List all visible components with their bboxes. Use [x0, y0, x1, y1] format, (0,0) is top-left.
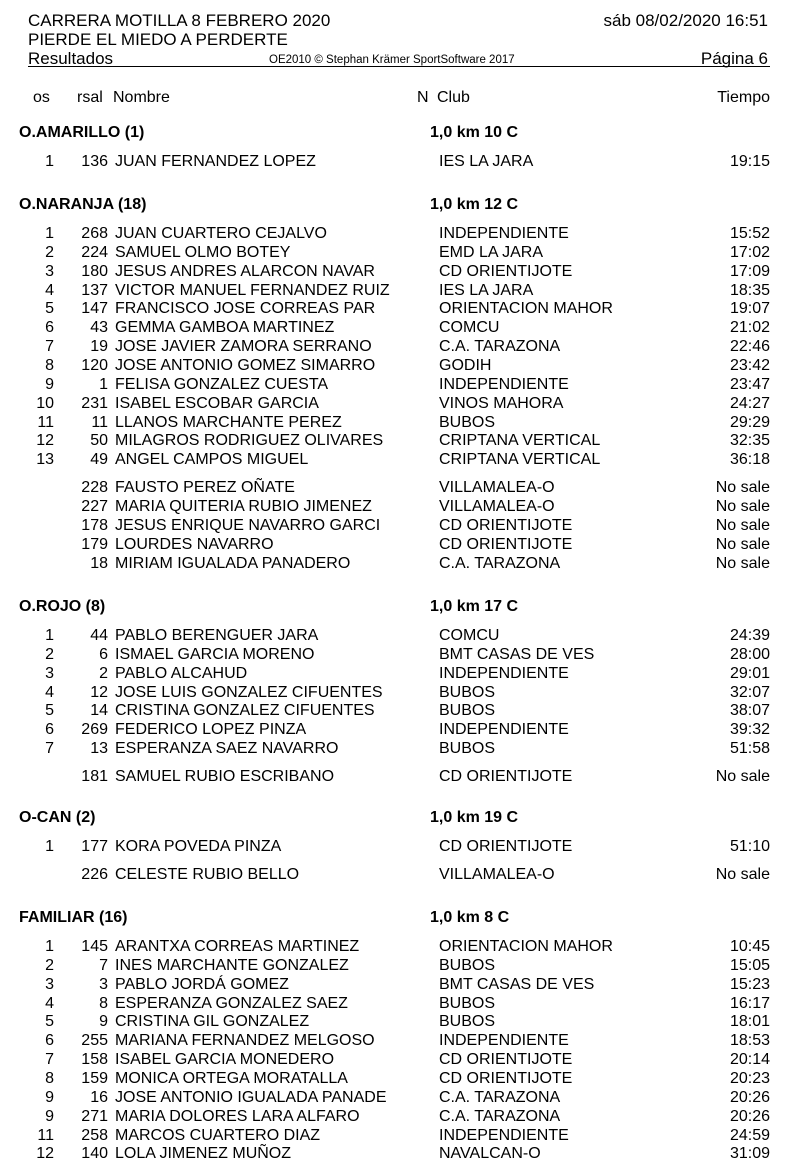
result-row: [0, 281, 800, 300]
section-title: Resultados: [28, 49, 114, 68]
result-time: 19:15: [729, 153, 770, 170]
category-course-info: 1,0 km 10 C: [430, 124, 519, 141]
runner-club: INDEPENDIENTE: [439, 375, 569, 393]
result-time: 15:05: [729, 956, 770, 974]
result-time: 20:26: [729, 1107, 770, 1125]
runner-club: COMCU: [439, 627, 500, 644]
result-time: 21:02: [729, 319, 770, 337]
result-time: 32:35: [729, 432, 770, 450]
column-header-n: N: [417, 89, 429, 106]
runner-club: INDEPENDIENTE: [439, 225, 569, 242]
result-dorsal: 177: [81, 838, 108, 855]
runner-name: PABLO BERENGUER JARA: [115, 627, 319, 644]
runner-club: CD ORIENTIJOTE: [439, 768, 573, 785]
result-dorsal: 178: [81, 516, 108, 534]
result-time: 16:17: [729, 994, 770, 1012]
category-name: O.AMARILLO (1): [19, 124, 145, 141]
result-dorsal: 13: [90, 740, 108, 758]
runner-club: CD ORIENTIJOTE: [439, 1051, 573, 1069]
runner-name: MILAGROS RODRIGUEZ OLIVARES: [115, 432, 384, 450]
runner-name: JESUS ANDRES ALARCON NAVAR: [115, 262, 375, 280]
runner-club: IES LA JARA: [439, 281, 534, 299]
runner-club: VINOS MAHORA: [439, 394, 564, 412]
runner-name: FEDERICO LOPEZ PINZA: [115, 721, 307, 739]
runner-name: SAMUEL RUBIO ESCRIBANO: [115, 768, 335, 785]
result-position: 1: [45, 938, 54, 955]
result-position: 9: [45, 375, 54, 393]
result-row: [0, 837, 800, 856]
result-dorsal: 179: [81, 535, 108, 553]
result-time: 38:07: [729, 702, 770, 720]
result-row: [0, 739, 800, 758]
result-row: [0, 645, 800, 664]
result-position: 13: [36, 451, 54, 469]
runner-club: C.A. TARAZONA: [439, 1107, 561, 1125]
result-position: 3: [45, 664, 54, 682]
runner-name: CRISTINA GIL GONZALEZ: [115, 1013, 310, 1031]
result-row: [0, 683, 800, 702]
event-title: CARRERA MOTILLA 8 FEBRERO 2020: [28, 11, 331, 30]
result-time: 17:09: [729, 262, 770, 280]
result-time: No sale: [715, 516, 770, 534]
result-time: 20:14: [729, 1051, 770, 1069]
runner-club: IES LA JARA: [439, 153, 534, 170]
runner-name: PABLO JORDÁ GOMEZ: [115, 975, 289, 993]
result-row: [0, 224, 800, 243]
result-position: 8: [45, 357, 54, 374]
result-time: 23:47: [729, 375, 770, 393]
runner-name: MARIANA FERNANDEZ MELGOSO: [115, 1032, 375, 1050]
result-time: 51:10: [729, 838, 770, 855]
runner-club: CRIPTANA VERTICAL: [439, 432, 601, 450]
result-row: [0, 478, 800, 497]
result-time: No sale: [715, 768, 770, 785]
result-position: 2: [45, 645, 54, 663]
result-position: 7: [45, 1051, 54, 1069]
result-row: [0, 994, 800, 1013]
result-position: 7: [45, 338, 54, 356]
result-time: 28:00: [729, 645, 770, 663]
result-position: 9: [45, 1088, 54, 1106]
result-row: [0, 626, 800, 645]
result-position: 6: [45, 1032, 54, 1050]
runner-club: ORIENTACION MAHOR: [439, 300, 613, 318]
result-row: [0, 431, 800, 450]
result-row: [0, 1050, 800, 1069]
runner-club: BUBOS: [439, 413, 496, 431]
result-row: [0, 450, 800, 469]
result-row: [0, 1126, 800, 1145]
runner-name: LOLA JIMENEZ MUÑOZ: [115, 1145, 292, 1163]
runner-name: ARANTXA CORREAS MARTINEZ: [115, 938, 360, 955]
result-dorsal: 224: [81, 243, 108, 261]
runner-club: VILLAMALEA-O: [439, 865, 555, 883]
result-position: 4: [45, 683, 54, 701]
result-time: 18:53: [729, 1032, 770, 1050]
result-dorsal: 11: [91, 413, 108, 431]
result-dorsal: 136: [81, 153, 108, 170]
result-dorsal: 50: [90, 432, 108, 450]
runner-club: CD ORIENTIJOTE: [439, 1069, 573, 1087]
software-credit: OE2010 © Stephan Krämer SportSoftware 2017: [269, 54, 515, 66]
result-time: 17:02: [729, 243, 770, 261]
result-row: [0, 767, 800, 786]
result-dorsal: 181: [81, 768, 108, 785]
runner-name: VICTOR MANUEL FERNANDEZ RUIZ: [115, 281, 390, 299]
result-dorsal: 258: [81, 1126, 108, 1144]
result-time: 36:18: [729, 451, 770, 469]
result-dorsal: 120: [81, 357, 108, 374]
result-position: 4: [45, 281, 54, 299]
category-name: O.NARANJA (18): [19, 196, 147, 213]
runner-name: MONICA ORTEGA MORATALLA: [115, 1069, 348, 1087]
runner-club: NAVALCAN-O: [439, 1145, 541, 1163]
result-dorsal: 159: [81, 1069, 108, 1087]
result-time: 29:29: [729, 413, 770, 431]
result-dorsal: 137: [81, 281, 108, 299]
page-header: [28, 10, 770, 67]
category-heading: [0, 908, 800, 928]
category-name: FAMILIAR (16): [19, 909, 128, 926]
result-dorsal: 180: [81, 262, 108, 280]
runner-name: FRANCISCO JOSE CORREAS PAR: [115, 300, 376, 318]
result-time: No sale: [715, 535, 770, 553]
result-dorsal: 7: [99, 956, 108, 974]
runner-club: CD ORIENTIJOTE: [439, 535, 573, 553]
runner-club: BUBOS: [439, 994, 496, 1012]
result-dorsal: 43: [90, 319, 108, 337]
runner-name: ISABEL ESCOBAR GARCIA: [115, 394, 319, 412]
runner-club: C.A. TARAZONA: [439, 554, 561, 572]
runner-name: JESUS ENRIQUE NAVARRO GARCI: [115, 516, 381, 534]
result-time: 22:46: [729, 338, 770, 356]
result-row: [0, 865, 800, 884]
runner-name: FAUSTO PEREZ OÑATE: [115, 479, 295, 497]
result-dorsal: 2: [99, 664, 108, 682]
runner-club: BUBOS: [439, 1013, 496, 1031]
result-dorsal: 18: [90, 554, 108, 572]
result-dorsal: 44: [90, 627, 108, 644]
runner-name: JOSE JAVIER ZAMORA SERRANO: [115, 338, 372, 356]
runner-name: ANGEL CAMPOS MIGUEL: [115, 451, 309, 469]
result-time: 15:52: [729, 225, 770, 242]
column-headers: [0, 88, 800, 108]
category-course-info: 1,0 km 8 C: [430, 909, 510, 926]
result-dorsal: 231: [81, 394, 108, 412]
result-time: 31:09: [729, 1145, 770, 1163]
result-time: 51:58: [729, 740, 770, 758]
runner-club: CD ORIENTIJOTE: [439, 838, 573, 855]
result-dorsal: 6: [99, 645, 108, 663]
runner-club: INDEPENDIENTE: [439, 1126, 569, 1144]
result-dorsal: 268: [81, 225, 108, 242]
result-dorsal: 228: [81, 479, 108, 497]
result-time: 29:01: [729, 664, 770, 682]
result-row: [0, 299, 800, 318]
runner-club: BUBOS: [439, 702, 496, 720]
result-dorsal: 49: [90, 451, 108, 469]
category-heading: [0, 808, 800, 828]
column-header-name: Nombre: [113, 89, 170, 106]
event-subtitle: PIERDE EL MIEDO A PERDERTE: [28, 30, 288, 49]
result-row: [0, 516, 800, 535]
runner-name: CRISTINA GONZALEZ CIFUENTES: [115, 702, 375, 720]
runner-club: BUBOS: [439, 740, 496, 758]
result-position: 5: [45, 702, 54, 720]
result-time: 24:59: [729, 1126, 770, 1144]
runner-name: ESPERANZA SAEZ NAVARRO: [115, 740, 339, 758]
runner-club: BMT CASAS DE VES: [439, 975, 595, 993]
runner-name: ISMAEL GARCIA MORENO: [115, 645, 315, 663]
result-dorsal: 227: [81, 497, 108, 515]
result-position: 11: [37, 1126, 54, 1144]
result-time: 24:27: [729, 394, 770, 412]
result-time: 39:32: [729, 721, 770, 739]
result-dorsal: 9: [99, 1013, 108, 1031]
runner-club: BUBOS: [439, 683, 496, 701]
category-course-info: 1,0 km 17 C: [430, 598, 519, 615]
result-dorsal: 14: [90, 702, 108, 720]
result-row: [0, 1012, 800, 1031]
print-datetime: sáb 08/02/2020 16:51: [603, 11, 768, 30]
result-dorsal: 12: [90, 683, 108, 701]
result-time: 19:07: [729, 300, 770, 318]
result-row: [0, 262, 800, 281]
result-position: 1: [45, 225, 54, 242]
result-row: [0, 664, 800, 683]
result-row: [0, 337, 800, 356]
runner-club: VILLAMALEA-O: [439, 497, 555, 515]
result-position: 8: [45, 1069, 54, 1087]
result-time: 20:26: [729, 1088, 770, 1106]
runner-name: LOURDES NAVARRO: [115, 535, 274, 553]
result-time: No sale: [715, 479, 770, 497]
category-name: O.ROJO (8): [19, 598, 106, 615]
runner-club: ORIENTACION MAHOR: [439, 938, 613, 955]
runner-club: INDEPENDIENTE: [439, 664, 569, 682]
runner-name: MARIA QUITERIA RUBIO JIMENEZ: [115, 497, 372, 515]
result-dorsal: 19: [90, 338, 108, 356]
runner-club: C.A. TARAZONA: [439, 1088, 561, 1106]
result-row: [0, 975, 800, 994]
result-row: [0, 375, 800, 394]
result-row: [0, 152, 800, 171]
result-dorsal: 145: [81, 938, 108, 955]
column-header-position: os: [33, 89, 50, 106]
result-row: [0, 1069, 800, 1088]
result-position: 3: [45, 262, 54, 280]
result-row: [0, 1107, 800, 1126]
result-position: 5: [45, 300, 54, 318]
runner-club: COMCU: [439, 319, 500, 337]
result-row: [0, 535, 800, 554]
runner-name: MARCOS CUARTERO DIAZ: [115, 1126, 321, 1144]
result-row: [0, 554, 800, 573]
result-position: 9: [45, 1107, 54, 1125]
column-header-time: Tiempo: [717, 89, 770, 106]
result-time: 15:23: [729, 975, 770, 993]
result-position: 6: [45, 319, 54, 337]
runner-name: JUAN CUARTERO CEJALVO: [115, 225, 327, 242]
result-row: [0, 1031, 800, 1050]
runner-name: MARIA DOLORES LARA ALFARO: [115, 1107, 360, 1125]
result-row: [0, 720, 800, 739]
runner-club: BMT CASAS DE VES: [439, 645, 595, 663]
result-position: 11: [37, 413, 54, 431]
result-time: 20:23: [729, 1069, 770, 1087]
result-position: 12: [36, 432, 54, 450]
result-position: 4: [45, 994, 54, 1012]
result-time: No sale: [715, 554, 770, 572]
runner-club: CD ORIENTIJOTE: [439, 516, 573, 534]
runner-club: VILLAMALEA-O: [439, 479, 555, 497]
column-header-club: Club: [437, 89, 470, 106]
result-dorsal: 269: [81, 721, 108, 739]
runner-club: GODIH: [439, 357, 492, 374]
result-time: 18:35: [729, 281, 770, 299]
result-position: 1: [45, 627, 54, 644]
result-dorsal: 271: [81, 1107, 108, 1125]
result-dorsal: 147: [81, 300, 108, 318]
result-position: 5: [45, 1013, 54, 1031]
result-position: 2: [45, 243, 54, 261]
result-row: [0, 394, 800, 413]
runner-name: KORA POVEDA PINZA: [115, 838, 282, 855]
result-row: [0, 497, 800, 516]
result-dorsal: 158: [81, 1051, 108, 1069]
result-row: [0, 243, 800, 262]
result-row: [0, 956, 800, 975]
result-dorsal: 16: [90, 1088, 108, 1106]
result-position: 12: [36, 1145, 54, 1163]
result-row: [0, 937, 800, 956]
result-position: 1: [45, 153, 54, 170]
category-course-info: 1,0 km 12 C: [430, 196, 519, 213]
runner-club: INDEPENDIENTE: [439, 721, 569, 739]
result-position: 2: [45, 956, 54, 974]
result-row: [0, 413, 800, 432]
result-row: [0, 1144, 800, 1163]
runner-club: INDEPENDIENTE: [439, 1032, 569, 1050]
category-heading: [0, 195, 800, 215]
result-position: 7: [45, 740, 54, 758]
result-time: 32:07: [729, 683, 770, 701]
result-position: 6: [45, 721, 54, 739]
runner-name: SAMUEL OLMO BOTEY: [115, 243, 291, 261]
column-header-dorsal: rsal: [77, 89, 103, 106]
result-dorsal: 140: [81, 1145, 108, 1163]
result-position: 10: [36, 394, 54, 412]
result-row: [0, 318, 800, 337]
runner-club: CD ORIENTIJOTE: [439, 262, 573, 280]
runner-name: JOSE ANTONIO IGUALADA PANADE: [115, 1088, 387, 1106]
result-time: 24:39: [729, 627, 770, 644]
result-row: [0, 356, 800, 375]
result-dorsal: 255: [81, 1032, 108, 1050]
result-dorsal: 3: [99, 975, 108, 993]
runner-name: FELISA GONZALEZ CUESTA: [115, 375, 329, 393]
result-time: No sale: [715, 497, 770, 515]
result-position: 3: [45, 975, 54, 993]
result-dorsal: 226: [81, 865, 108, 883]
runner-name: PABLO ALCAHUD: [115, 664, 248, 682]
runner-name: CELESTE RUBIO BELLO: [115, 865, 300, 883]
page-number: Página 6: [700, 49, 768, 68]
runner-name: ESPERANZA GONZALEZ SAEZ: [115, 994, 348, 1012]
category-name: O-CAN (2): [19, 809, 96, 826]
category-course-info: 1,0 km 19 C: [430, 809, 519, 826]
category-heading: [0, 123, 800, 143]
runner-club: C.A. TARAZONA: [439, 338, 561, 356]
result-dorsal: 8: [99, 994, 108, 1012]
result-time: 10:45: [729, 938, 770, 955]
result-row: [0, 701, 800, 720]
runner-club: CRIPTANA VERTICAL: [439, 451, 601, 469]
result-position: 1: [45, 838, 54, 855]
runner-name: JOSE LUIS GONZALEZ CIFUENTES: [115, 683, 383, 701]
result-dorsal: 1: [99, 375, 108, 393]
category-heading: [0, 597, 800, 617]
runner-name: GEMMA GAMBOA MARTINEZ: [115, 319, 335, 337]
result-row: [0, 1088, 800, 1107]
runner-name: MIRIAM IGUALADA PANADERO: [115, 554, 351, 572]
runner-name: JOSE ANTONIO GOMEZ SIMARRO: [115, 357, 376, 374]
runner-name: LLANOS MARCHANTE PEREZ: [115, 413, 342, 431]
result-time: No sale: [715, 865, 770, 883]
runner-name: ISABEL GARCIA MONEDERO: [115, 1051, 335, 1069]
runner-name: JUAN FERNANDEZ LOPEZ: [115, 153, 316, 170]
result-time: 18:01: [729, 1013, 770, 1031]
result-time: 23:42: [729, 357, 770, 374]
runner-name: INES MARCHANTE GONZALEZ: [115, 956, 349, 974]
runner-club: BUBOS: [439, 956, 496, 974]
runner-club: EMD LA JARA: [439, 243, 544, 261]
